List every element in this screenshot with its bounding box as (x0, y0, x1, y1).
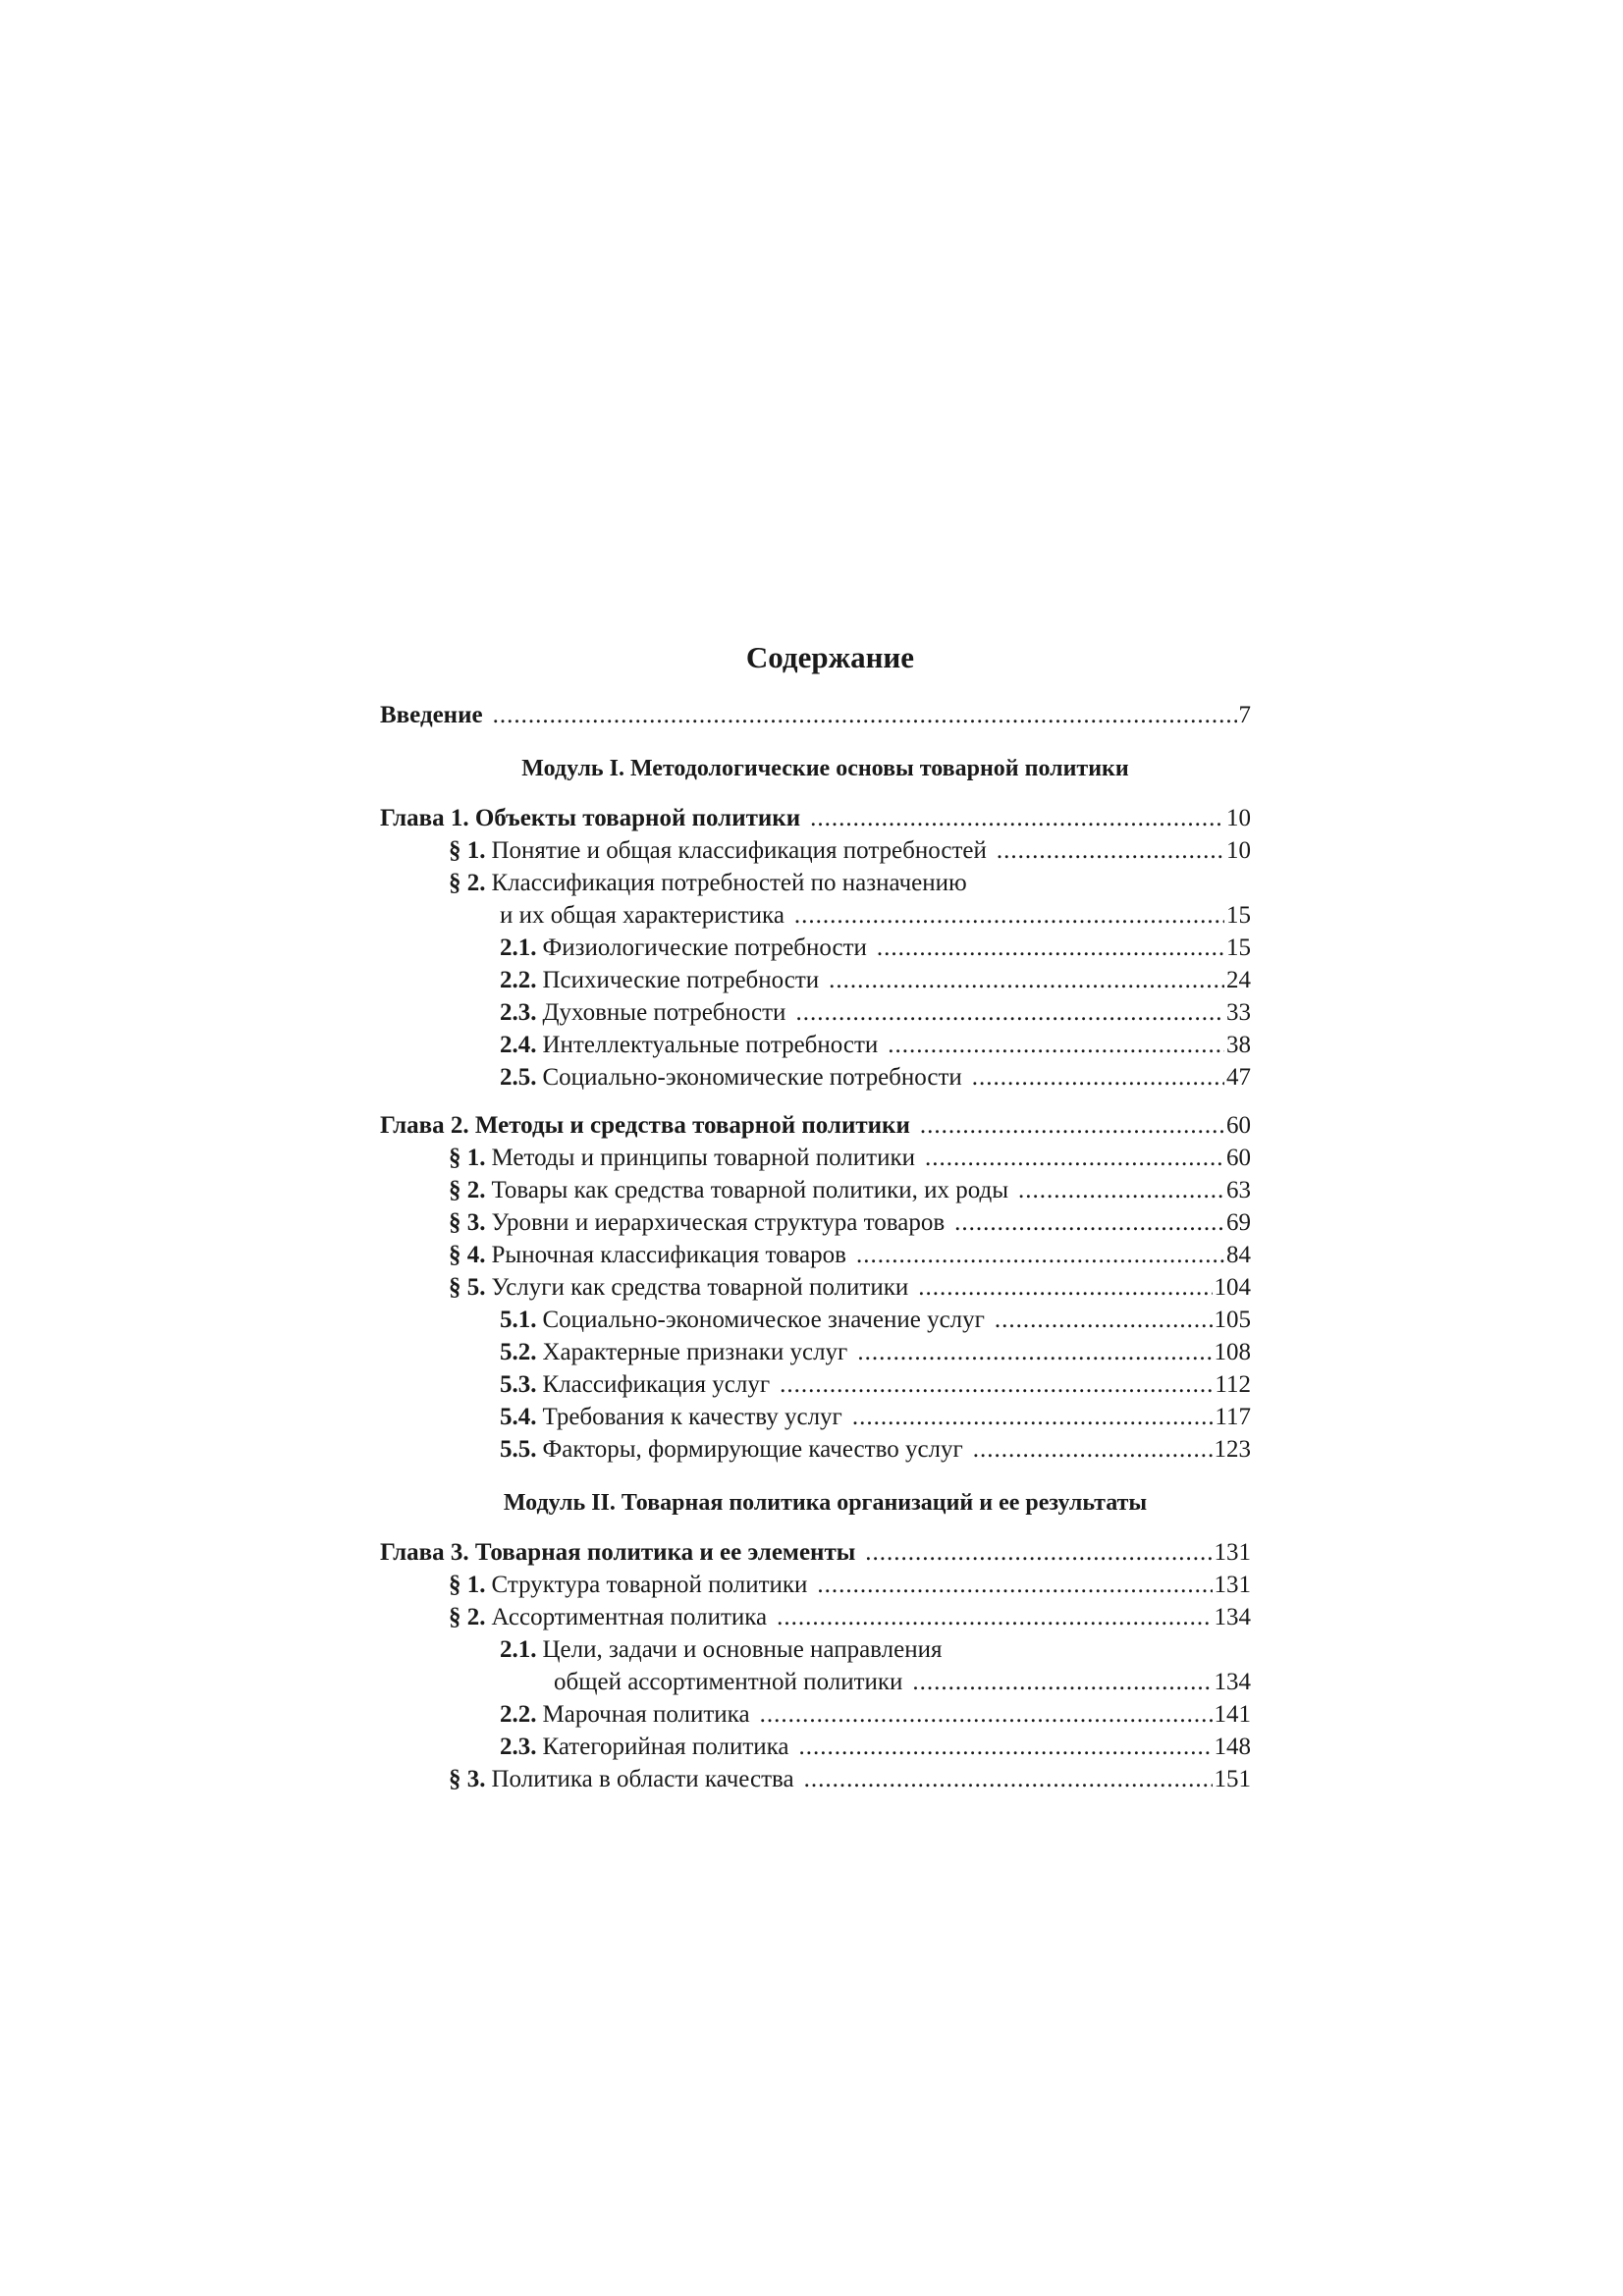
section-number: § 4. (449, 1242, 486, 1268)
toc-subsection[interactable] (380, 1304, 1251, 1336)
page-number: 134 (1214, 1669, 1251, 1695)
toc-section[interactable] (380, 834, 1251, 867)
page-number: 131 (1214, 1572, 1251, 1598)
section-number: § 2. (449, 1604, 486, 1630)
page-number: 112 (1215, 1371, 1251, 1398)
dot-leader (995, 1304, 1213, 1336)
toc-entry-text: Введение (380, 702, 483, 728)
page-number: 84 (1226, 1242, 1251, 1268)
toc-entry-text: Методы и принципы товарной политики (491, 1145, 915, 1171)
dot-leader (794, 899, 1224, 932)
toc-subsection[interactable] (380, 996, 1251, 1029)
toc-entry-text: Глава 3. Товарная политика и ее элементы (380, 1539, 856, 1566)
section-number: § 1. (449, 837, 486, 864)
toc-entry-text: и их общая характеристика (500, 902, 784, 929)
section-number: 2.2. (500, 1701, 537, 1728)
section-number: 2.3. (500, 1734, 537, 1760)
page-number: 15 (1226, 902, 1251, 929)
page-number: 104 (1214, 1274, 1251, 1301)
section-number: 2.2. (500, 967, 537, 993)
page-number: 10 (1226, 805, 1251, 831)
section-number: 5.4. (500, 1404, 537, 1430)
dot-leader (760, 1698, 1213, 1731)
page-number: 69 (1226, 1209, 1251, 1236)
module-heading: Модуль I. Методологические основы товарной политики (521, 756, 1129, 781)
page-number: 151 (1214, 1766, 1251, 1792)
toc-section[interactable] (380, 1271, 1251, 1304)
toc-entry-intro[interactable] (380, 699, 1251, 731)
toc-chapter-2[interactable] (380, 1109, 1251, 1142)
page-title: Содержание (745, 640, 915, 674)
toc-entry-text: Рыночная классификация товаров (491, 1242, 846, 1268)
toc-chapter-1[interactable] (380, 802, 1251, 834)
dot-leader (795, 996, 1224, 1029)
page-number: 60 (1226, 1145, 1251, 1171)
dot-leader (865, 1536, 1212, 1569)
section-number: 2.4. (500, 1032, 537, 1058)
page-number: 10 (1226, 837, 1251, 864)
page-number: 33 (1226, 999, 1251, 1026)
dot-leader (972, 1061, 1224, 1094)
dot-leader (925, 1142, 1224, 1174)
section-number: § 1. (449, 1572, 486, 1598)
dot-leader (918, 1271, 1212, 1304)
section-number: 2.1. (500, 934, 537, 961)
section-number: § 5. (449, 1274, 486, 1301)
toc-entry-text: Ассортиментная политика (491, 1604, 768, 1630)
toc-section[interactable] (380, 1174, 1251, 1206)
toc-chapter-3[interactable] (380, 1536, 1251, 1569)
dot-leader (493, 699, 1237, 731)
page-number: 7 (1238, 702, 1251, 728)
toc-subsection[interactable] (380, 1061, 1251, 1094)
dot-leader (857, 1336, 1212, 1368)
toc-entry-text: общей ассортиментной политики (554, 1669, 903, 1695)
section-number: § 3. (449, 1766, 486, 1792)
page-number: 63 (1226, 1177, 1251, 1203)
module-heading: Модуль II. Товарная политика организаций и ее результаты (503, 1490, 1148, 1516)
toc-entry-text: Уровни и иерархическая структура товаров (491, 1209, 946, 1236)
table-of-contents (380, 638, 1251, 1795)
toc-section[interactable] (380, 1601, 1251, 1633)
toc-section[interactable] (380, 1239, 1251, 1271)
page-number: 131 (1214, 1539, 1251, 1566)
dot-leader (1018, 1174, 1224, 1206)
toc-entry-text: Глава 2. Методы и средства товарной политики (380, 1112, 910, 1139)
spacer (380, 1094, 1251, 1099)
toc-section[interactable] (380, 1763, 1251, 1795)
dot-leader (852, 1401, 1214, 1433)
toc-subsection[interactable] (380, 1401, 1251, 1433)
section-number: § 3. (449, 1209, 486, 1236)
section-number: 5.3. (500, 1371, 537, 1398)
toc-entry-text: Услуги как средства товарной политики (491, 1274, 909, 1301)
section-number: § 1. (449, 1145, 486, 1171)
page-number: 108 (1214, 1339, 1251, 1365)
dot-leader (888, 1029, 1224, 1061)
section-number: § 2. (449, 870, 486, 896)
toc-entry-text: Марочная политика (542, 1701, 750, 1728)
page-number: 60 (1226, 1112, 1251, 1139)
page-number: 47 (1226, 1064, 1251, 1091)
toc-subsection-continuation[interactable] (380, 1666, 1251, 1698)
section-number: § 2. (449, 1177, 486, 1203)
toc-section[interactable] (380, 1206, 1251, 1239)
toc-subsection[interactable] (380, 932, 1251, 964)
dot-leader (810, 802, 1224, 834)
toc-entry-text: Факторы, формирующие качество услуг (542, 1436, 963, 1463)
dot-leader (973, 1433, 1213, 1466)
section-number: 2.5. (500, 1064, 537, 1091)
toc-entry-text: Социально-экономические потребности (542, 1064, 962, 1091)
page-number: 15 (1226, 934, 1251, 961)
section-number: 2.1. (500, 1636, 537, 1663)
toc-section[interactable] (380, 867, 1251, 899)
toc-entry-text: Глава 1. Объекты товарной политики (380, 805, 801, 831)
dot-leader (856, 1239, 1224, 1271)
page-number: 24 (1226, 967, 1251, 993)
dot-leader (877, 932, 1224, 964)
section-number: 5.5. (500, 1436, 537, 1463)
toc-subsection[interactable] (380, 1731, 1251, 1763)
dot-leader (912, 1666, 1212, 1698)
toc-subsection[interactable] (380, 1029, 1251, 1061)
page-number: 123 (1214, 1436, 1251, 1463)
page-number: 117 (1215, 1404, 1251, 1430)
toc-subsection[interactable] (380, 1433, 1251, 1466)
toc-subsection[interactable] (380, 1368, 1251, 1401)
toc-entry-text: Классификация услуг (542, 1371, 771, 1398)
dot-leader (777, 1601, 1212, 1633)
toc-entry-text: Физиологические потребности (542, 934, 867, 961)
toc-entry-text: Требования к качеству услуг (542, 1404, 842, 1430)
page-number: 134 (1214, 1604, 1251, 1630)
toc-entry-text: Характерные признаки услуг (542, 1339, 848, 1365)
toc-entry-text: Товары как средства товарной политики, их роды (491, 1177, 1009, 1203)
toc-subsection[interactable] (380, 1336, 1251, 1368)
dot-leader (817, 1569, 1212, 1601)
section-number: 5.1. (500, 1307, 537, 1333)
dot-leader (780, 1368, 1213, 1401)
dot-leader (997, 834, 1224, 867)
dot-leader (954, 1206, 1224, 1239)
toc-entry-text: Цели, задачи и основные направления (542, 1636, 943, 1663)
toc-entry-text: Психические потребности (542, 967, 820, 993)
toc-subsection[interactable] (380, 1698, 1251, 1731)
dot-leader (920, 1109, 1224, 1142)
dot-leader (829, 964, 1224, 996)
toc-section-continuation[interactable] (380, 899, 1251, 932)
toc-entry-text: Категорийная политика (542, 1734, 789, 1760)
dot-leader (799, 1731, 1213, 1763)
toc-entry-text: Интеллектуальные потребности (542, 1032, 879, 1058)
page-number: 105 (1214, 1307, 1251, 1333)
toc-entry-text: Классификация потребностей по назначению (491, 870, 967, 896)
page-number: 38 (1226, 1032, 1251, 1058)
page-number: 148 (1214, 1734, 1251, 1760)
toc-entry-text: Понятие и общая классификация потребностей (491, 837, 987, 864)
toc-section[interactable] (380, 1142, 1251, 1174)
toc-entry-text: Социально-экономическое значение услуг (542, 1307, 985, 1333)
toc-entry-text: Политика в области качества (491, 1766, 794, 1792)
toc-entry-text: Структура товарной политики (491, 1572, 808, 1598)
dot-leader (804, 1763, 1213, 1795)
section-number: 5.2. (500, 1339, 537, 1365)
toc-subsection[interactable] (380, 1633, 1251, 1666)
page-number: 141 (1214, 1701, 1251, 1728)
toc-entry-text: Духовные потребности (542, 999, 786, 1026)
toc-subsection[interactable] (380, 964, 1251, 996)
toc-section[interactable] (380, 1569, 1251, 1601)
section-number: 2.3. (500, 999, 537, 1026)
